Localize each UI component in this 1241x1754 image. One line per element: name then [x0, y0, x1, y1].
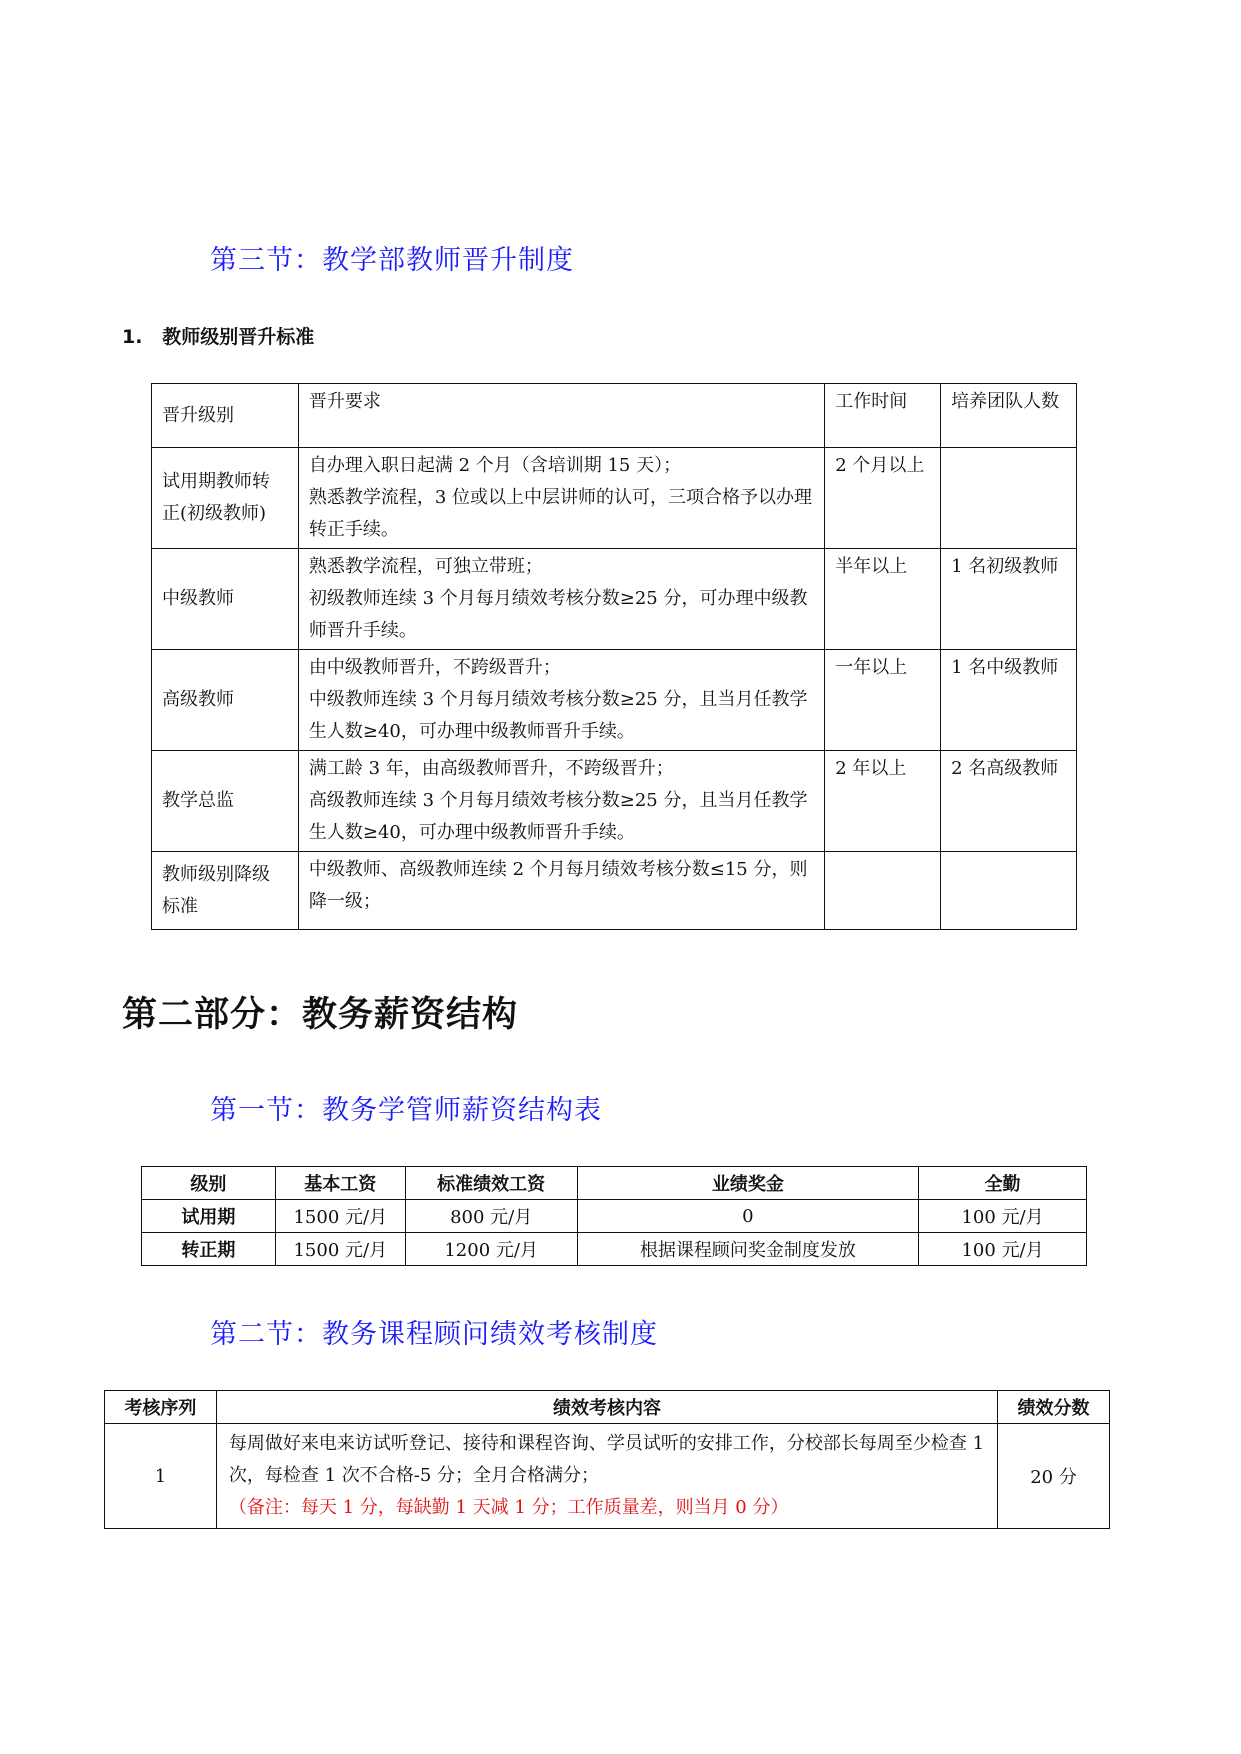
header-team: 培养团队人数	[941, 384, 1077, 448]
table-row	[142, 1233, 1087, 1266]
table-row	[142, 1200, 1087, 1233]
team-cell: 1 名初级教师	[941, 549, 1077, 650]
header-grade: 级别	[142, 1167, 276, 1200]
time-cell: 一年以上	[825, 650, 941, 751]
section1-title: 第一节：教务学管师薪资结构表	[210, 1095, 602, 1126]
promotion-table-header	[152, 384, 1077, 448]
content-text: 每周做好来电来访试听登记、接待和课程咨询、学员试听的安排工作，分校部长每周至少检查 1 次，每检查 1 次不合格-5 分；全月合格满分；	[228, 1433, 985, 1486]
grade-cell: 转正期	[142, 1233, 276, 1266]
requirement-line: 熟悉教学流程，3 位或以上中层讲师的认可，三项合格予以办理转正手续。	[308, 487, 813, 540]
bonus-cell: 根据课程顾问奖金制度发放	[577, 1233, 919, 1266]
requirements-cell	[298, 448, 824, 549]
requirements-cell	[298, 751, 824, 852]
time-cell	[825, 852, 941, 930]
attendance-cell: 100 元/月	[919, 1233, 1087, 1266]
requirement-line: 中级教师连续 3 个月每月绩效考核分数≥25 分，且当月任教学生人数≥40，可办理中级教师晋升手续。	[308, 689, 808, 742]
performance-salary-cell: 800 元/月	[405, 1200, 577, 1233]
requirements-cell	[298, 852, 824, 930]
header-score: 绩效分数	[998, 1391, 1110, 1424]
requirement-line: 高级教师连续 3 个月每月绩效考核分数≥25 分，且当月任教学生人数≥40，可办理中级教师晋升手续。	[308, 790, 808, 843]
time-cell: 2 年以上	[825, 751, 941, 852]
table-row	[152, 650, 1077, 751]
header-requirements: 晋升要求	[298, 384, 824, 448]
requirement-line: 自办理入职日起满 2 个月（含培训期 15 天）；	[308, 455, 682, 476]
header-bonus: 业绩奖金	[577, 1167, 919, 1200]
time-cell: 半年以上	[825, 549, 941, 650]
table-row	[152, 549, 1077, 650]
level-cell: 高级教师	[152, 650, 299, 751]
score-cell: 20 分	[998, 1424, 1110, 1529]
level-cell: 教师级别降级标准	[152, 852, 299, 930]
team-cell: 2 名高级教师	[941, 751, 1077, 852]
requirement-line: 熟悉教学流程，可独立带班；	[308, 556, 543, 577]
part2-title: 第二部分：教务薪资结构	[122, 995, 519, 1035]
subheading-promotion-standards: 1. 教师级别晋升标准	[122, 326, 315, 348]
bonus-cell: 0	[577, 1200, 919, 1233]
team-cell: 1 名中级教师	[941, 650, 1077, 751]
requirement-line: 满工龄 3 年，由高级教师晋升，不跨级晋升；	[308, 758, 674, 779]
header-level: 晋升级别	[152, 384, 299, 448]
table-row	[105, 1424, 1110, 1529]
time-cell: 2 个月以上	[825, 448, 941, 549]
promotion-table	[151, 383, 1077, 930]
requirement-line: 由中级教师晋升，不跨级晋升；	[308, 657, 561, 678]
requirements-cell	[298, 549, 824, 650]
kpi-table	[104, 1390, 1110, 1529]
level-cell: 教学总监	[152, 751, 299, 852]
team-cell	[941, 852, 1077, 930]
header-sequence: 考核序列	[105, 1391, 217, 1424]
content-cell	[216, 1424, 997, 1529]
header-content: 绩效考核内容	[216, 1391, 997, 1424]
section3-title: 第三节：教学部教师晋升制度	[210, 245, 574, 276]
header-attendance: 全勤	[919, 1167, 1087, 1200]
performance-salary-cell: 1200 元/月	[405, 1233, 577, 1266]
kpi-table-header	[105, 1391, 1110, 1424]
section2-title: 第二节：教务课程顾问绩效考核制度	[210, 1319, 658, 1350]
sequence-cell: 1	[105, 1424, 217, 1529]
requirements-cell	[298, 650, 824, 751]
header-time: 工作时间	[825, 384, 941, 448]
base-salary-cell: 1500 元/月	[275, 1233, 405, 1266]
attendance-cell: 100 元/月	[919, 1200, 1087, 1233]
table-row	[152, 751, 1077, 852]
header-performance-salary: 标准绩效工资	[405, 1167, 577, 1200]
table-row	[152, 448, 1077, 549]
salary-table	[141, 1166, 1087, 1266]
requirement-line: 中级教师、高级教师连续 2 个月每月绩效考核分数≤15 分，则降一级；	[308, 859, 808, 912]
level-cell: 中级教师	[152, 549, 299, 650]
table-row	[152, 852, 1077, 930]
team-cell	[941, 448, 1077, 549]
level-cell: 试用期教师转正(初级教师)	[152, 448, 299, 549]
base-salary-cell: 1500 元/月	[275, 1200, 405, 1233]
content-note: （备注：每天 1 分，每缺勤 1 天减 1 分；工作质量差，则当月 0 分）	[228, 1497, 789, 1518]
salary-table-header	[142, 1167, 1087, 1200]
requirement-line: 初级教师连续 3 个月每月绩效考核分数≥25 分，可办理中级教师晋升手续。	[308, 588, 808, 641]
grade-cell: 试用期	[142, 1200, 276, 1233]
header-base-salary: 基本工资	[275, 1167, 405, 1200]
